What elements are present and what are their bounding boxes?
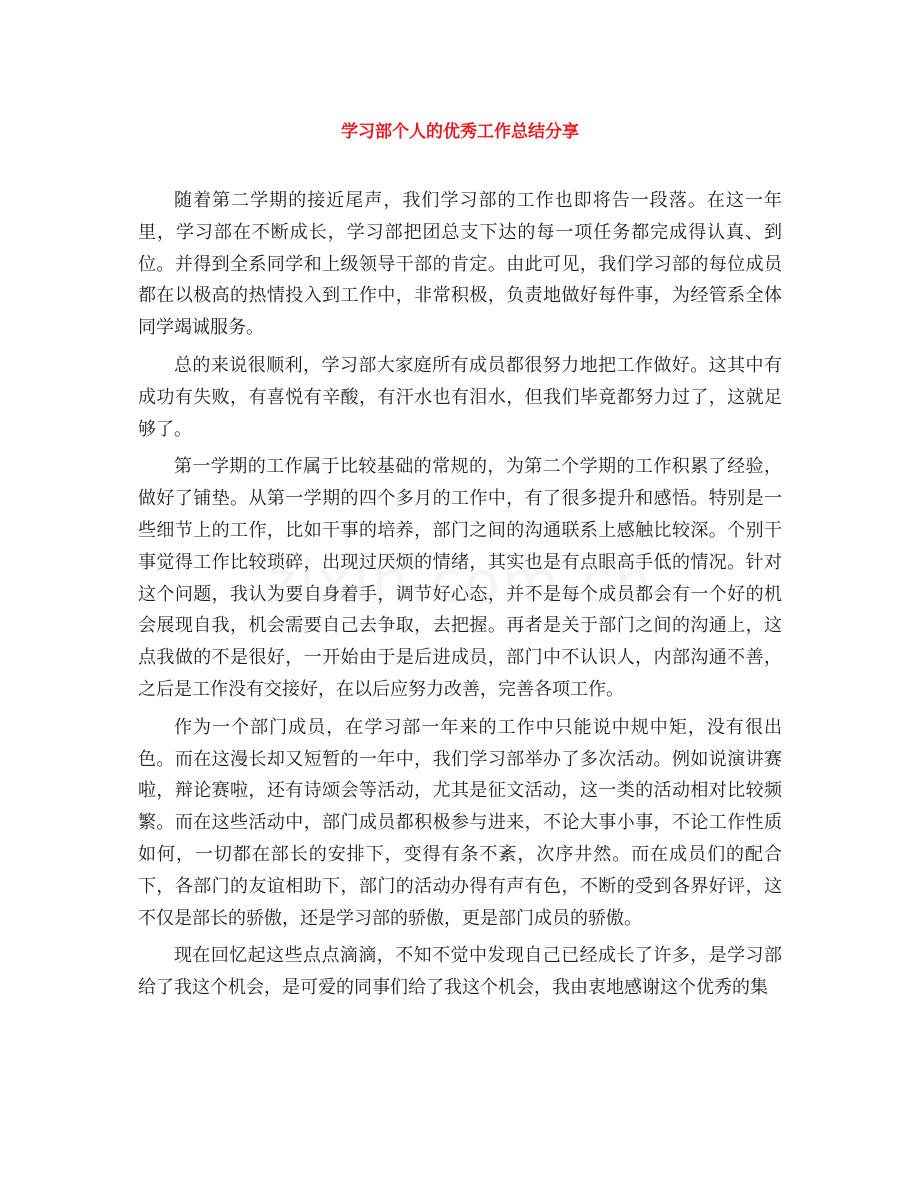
paragraph: 总的来说很顺利，学习部大家庭所有成员都很努力地把工作做好。这其中有成功有失败，有喜悦有辛酸，有汗水也有泪水，但我们毕竟都努力过了，这就足够了。 [138,354,782,440]
document-title: 学习部个人的优秀工作总结分享 [341,122,579,142]
paragraph: 第一学期的工作属于比较基础的常规的，为第二个学期的工作积累了经验，做好了铺垫。从第一学期的四个多月的工作中，有了很多提升和感悟。特别是一些细节上的工作，比如干事的培养，部门之间的沟通联系上感触比较深。个别干事觉得工作比较琐碎，出现过厌烦的情绪，其实也是有点眼高手低的情况。针对这个问题，我认为要自身着手，调节好心态，并不是每个成员都会有一个好的机会展现自我，机会需要自己去争取，去把握。再者是关于部门之间的沟通上，这点我做的不是很好，一开始由于是后进成员，部门中不认识人，内部沟通不善，之后是工作没有交接好，在以后应努力改善，完善各项工作。 [138,456,782,700]
paragraph: 作为一个部门成员，在学习部一年来的工作中只能说中规中矩，没有很出色。而在这漫长却又短暂的一年中，我们学习部举办了多次活动。例如说演讲赛啦，辩论赛啦，还有诗颂会等活动，尤其是征文活动，这一类的活动相对比较频繁。而在这些活动中，部门成员都积极参与进来，不论大事小事，不论工作性质如何，一切都在部长的安排下，变得有条不紊，次序井然。而在成员们的配合下，各部门的友谊相助下，部门的活动办得有声有色，不断的受到各界好评，这不仅是部长的骄傲，还是学习部的骄傲，更是部门成员的骄傲。 [138,716,782,929]
document-body [138,185,782,1010]
paragraph: 现在回忆起这些点点滴滴，不知不觉中发现自己已经成长了许多，是学习部给了我这个机会，是可爱的同事们给了我这个机会，我由衷地感谢这个优秀的集 [138,945,782,999]
paragraph: 随着第二学期的接近尾声，我们学习部的工作也即将告一段落。在这一年里，学习部在不断成长，学习部把团总支下达的每一项任务都完成得认真、到位。并得到全系同学和上级领导干部的肯定。由此可见，我们学习部的每位成员都在以极高的热情投入到工作中，非常积极，负责地做好每件事，为经管系全体同学竭诚服务。 [138,190,782,339]
